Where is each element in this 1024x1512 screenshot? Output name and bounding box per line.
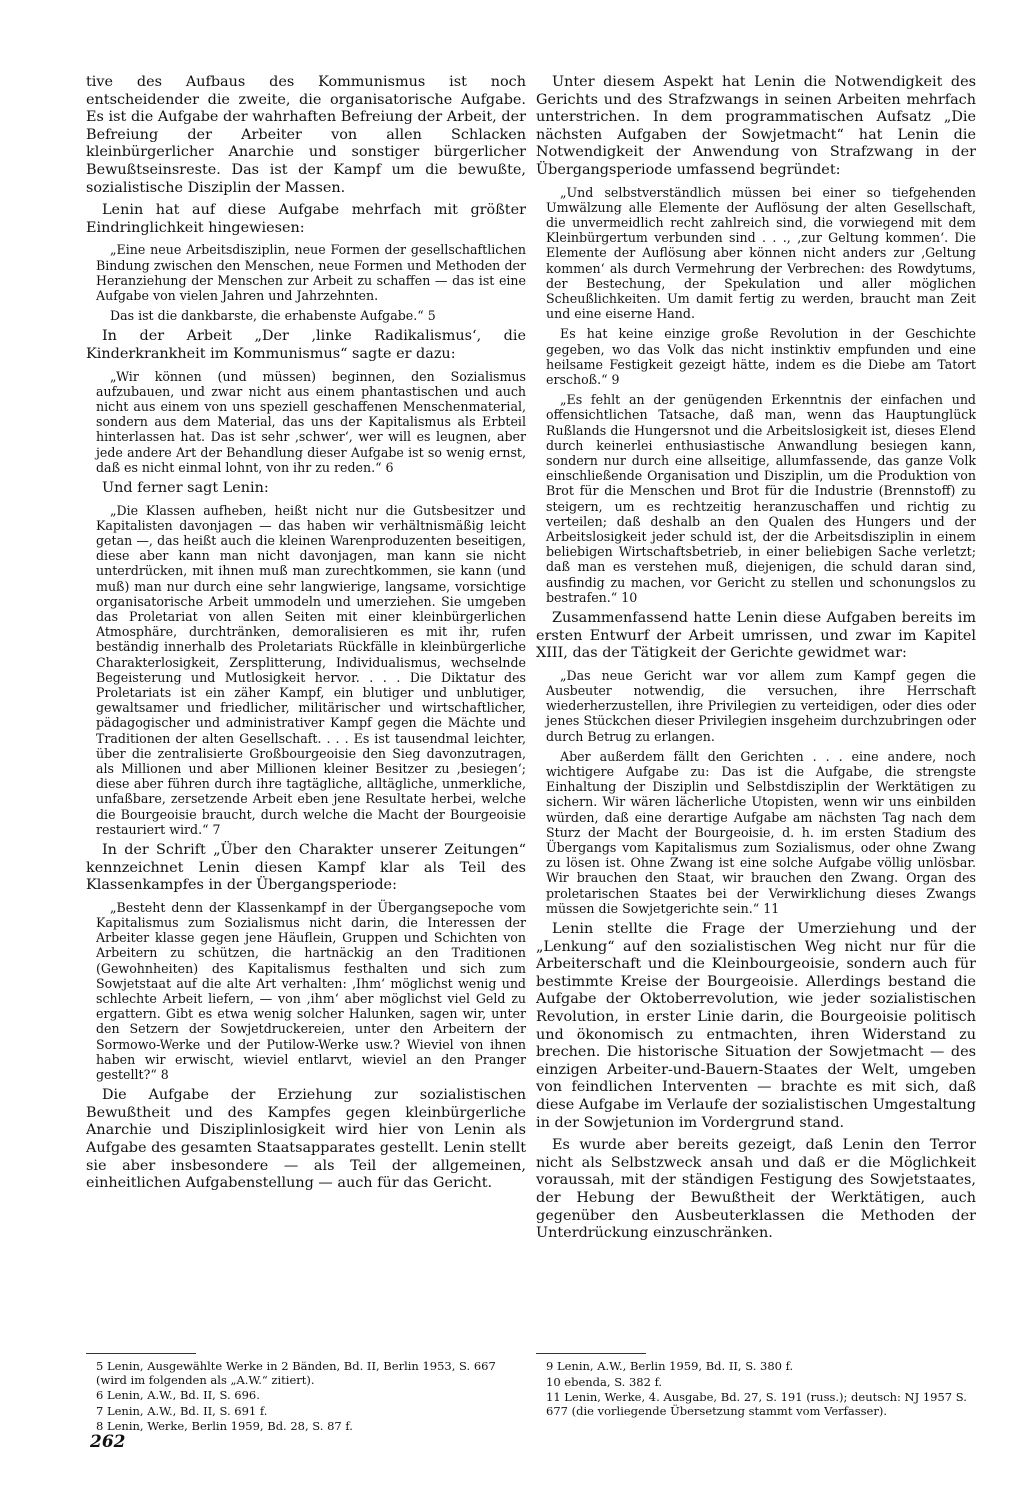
block-quote: „Und selbstverständlich müssen bei einer so tiefgehenden Umwälzung alle Elemente der Auflösung der alten Gesellschaft, die unvermeidlich recht zahlreich sind, die vorwiegend mit dem Kleinbürgertum verbunden sind . . ., ‚zur Geltung kommen‘. Die Elemente der Auflösung aber können nicht anders zur ‚Geltung kommen‘ als durch Vermehrung der Verbrechen: des Rowdytums, der Bestechung, der Spekulation und aller möglichen Scheußlichkeiten. Um damit fertig zu werden, braucht man Zeit und eine eiserne Hand. xyxy=(546,184,976,322)
paragraph: Zusammenfassend hatte Lenin diese Aufgaben bereits im ersten Entwurf der Arbeit umrissen, und zwar im Kapitel XIII, das der Tätigkeit der Gerichte gewidmet war: xyxy=(536,610,976,662)
right-column xyxy=(536,74,976,1248)
paragraph: In der Schrift „Über den Charakter unserer Zeitungen“ kennzeichnet Lenin diesen Kampf klar als Teil des Klassenkampfes in der Übergangsperiode: xyxy=(86,842,526,894)
paragraph: Es wurde aber bereits gezeigt, daß Lenin den Terror nicht als Selbstzweck ansah und daß er die Möglichkeit voraussah, mit der ständigen Festigung des Sowjetstaates, der Hebung der Bewußtheit der Werktätigen, auch gegenüber den Ausbeuterklassen die Methoden der Unterdrückung einzuschränken. xyxy=(536,1137,976,1242)
block-quote: „Besteht denn der Klassenkampf in der Übergangsepoche vom Kapitalismus zum Sozialismus nicht darin, die Interessen der Arbeiter klasse gegen jene Häuflein, Gruppen und Schichten von Arbeitern zu schützen, die hartnäckig an den Traditionen (Gewohnheiten) des Kapitalismus festhalten und sich zum Sowjetstaat auf die alte Art verhalten: ‚Ihm‘ möglichst wenig und schlechte Arbeit liefern, — von ‚ihm‘ aber möglichst viel Geld zu ergattern. Gibt es etwa wenig solcher Halunken, sagen wir, unter den Setzern der Sowjetdruckereien, unter den Arbeitern der Sormowo-Werke und der Putilow-Werke usw.? Wieviel von ihnen haben wir erwischt, wieviel entlarvt, wieviel an den Pranger gestellt?“ 8 xyxy=(96,899,526,1083)
block-quote: „Das neue Gericht war vor allem zum Kampf gegen die Ausbeuter notwendig, die versuchen, ihre Herrschaft wiederherzustellen, ihre Privilegien zu verteidigen, oder dies oder jenes Stückchen dieser Privilegien insgeheim durchzubringen oder durch Betrug zu erlangen. xyxy=(546,667,976,744)
left-column xyxy=(86,74,526,1198)
footnotes-right xyxy=(536,1353,976,1420)
footnotes-left xyxy=(86,1353,526,1436)
paragraph: Lenin stellte die Frage der Umerziehung und der „Lenkung“ auf den sozialistischen Weg nicht nur für die Arbeiterschaft und die Kleinbourgeoisie, sondern auch für bestimmte Kreise der Bourgeoisie. Allerdings bestand die Aufgabe der Oktoberrevolution, wie jeder sozialistischen Revolution, in erster Linie darin, die Bourgeoisie politisch und ökonomisch zu entmachten, ihren Widerstand zu brechen. Die historische Situation der Sowjetmacht — des einzigen Arbeiter-und-Bauern-Staates der Welt, umgeben von feindlichen Interventen — brachte es mit sich, daß diese Aufgabe im Verlaufe der sozialistischen Umgestaltung in der Sowjetunion im Vordergrund stand. xyxy=(536,921,976,1131)
block-quote: Es hat keine einzige große Revolution in der Geschichte gegeben, wo das Volk das nicht instinktiv empfunden und eine heilsame Festigkeit gezeigt hätte, indem es die Diebe am Tatort erschoß.“ 9 xyxy=(546,326,976,387)
block-quote: „Eine neue Arbeitsdisziplin, neue Formen der gesellschaftlichen Bindung zwischen den Menschen, neue Formen und Methoden der Heranziehung der Menschen zur Arbeit zu schaffen — das ist eine Aufgabe von vielen Jahren und Jahrzehnten. xyxy=(96,242,526,303)
footnote: 7 Lenin, A.W., Bd. II, S. 691 f. xyxy=(96,1403,268,1418)
paragraph: Unter diesem Aspekt hat Lenin die Notwendigkeit des Gerichts und des Strafzwangs in seinen Arbeiten mehrfach unterstrichen. In dem programmatischen Aufsatz „Die nächsten Aufgaben der Sowjetmacht“ hat Lenin die Notwendigkeit der Anwendung von Strafzwang in der Übergangsperiode umfassend begründet: xyxy=(536,74,976,178)
block-quote: Das ist die dankbarste, die erhabenste Aufgabe.“ 5 xyxy=(110,308,436,324)
footnote: 6 Lenin, A.W., Bd. II, S. 696. xyxy=(96,1388,260,1403)
paragraph: Lenin hat auf diese Aufgabe mehrfach mit größter Eindringlichkeit hingewiesen: xyxy=(86,202,526,236)
paragraph: Und ferner sagt Lenin: xyxy=(102,479,269,496)
footnote: 8 Lenin, Werke, Berlin 1959, Bd. 28, S. 87 f. xyxy=(96,1419,353,1434)
footnote: 9 Lenin, A.W., Berlin 1959, Bd. II, S. 380 f. xyxy=(546,1359,794,1373)
paragraph: Die Aufgabe der Erziehung zur sozialistischen Bewußtheit und des Kampfes gegen kleinbürgerliche Anarchie und Disziplinlosigkeit wird hier von Lenin als Aufgabe des gesamten Staatsapparates gestellt. Lenin stellt sie aber insbesondere — als Teil der allgemeinen, einheitlichen Aufgabenstellung — auch für das Gericht. xyxy=(86,1087,526,1192)
footnote: 5 Lenin, Ausgewählte Werke in 2 Bänden, Bd. II, Berlin 1953, S. 667 (wird im folgenden als „A.W.“ zitiert). xyxy=(96,1359,496,1387)
footnote-rule xyxy=(86,1353,196,1354)
paragraph: In der Arbeit „Der ‚linke Radikalismus‘, die Kinderkrankheit im Kommunismus“ sagte er dazu: xyxy=(86,328,526,362)
footnote-rule xyxy=(536,1353,646,1354)
footnote: 11 Lenin, Werke, 4. Ausgabe, Bd. 27, S. 191 (russ.); deutsch: NJ 1957 S. 677 (die vorliegende Übersetzung stammt vom Verfasser). xyxy=(546,1390,967,1418)
paragraph: tive des Aufbaus des Kommunismus ist noch entscheidender die zweite, die organisatorische Aufgabe. Es ist die Aufgabe der wahrhaften Befreiung der Arbeit, der Befreiung der Arbeiter von allen Schlacken kleinbürgerlicher Anarchie und sonstiger bürgerlicher Bewußtseinsreste. Das ist der Kampf um die bewußte, sozialistische Disziplin der Massen. xyxy=(86,74,526,196)
block-quote: „Die Klassen aufheben, heißt nicht nur die Gutsbesitzer und Kapitalisten davonjagen — das haben wir verhältnismäßig leicht getan —, das heißt auch die kleinen Warenproduzenten beseitigen, diese aber kann man nicht davonjagen, man kann sie nicht unterdrücken, mit ihnen muß man zurechtkommen, sie kann (und muß) man nur durch eine sehr langwierige, langsame, vorsichtige organisatorische Arbeit ummodeln und umerziehen. Sie umgeben das Proletariat von allen Seiten mit einer kleinbürgerlichen Atmosphäre, durchtränken, demoralisieren es mit ihr, rufen beständig innerhalb des Proletariats Rückfälle in kleinbürgerliche Charakterlosigkeit, Zersplitterung, Individualismus, wechselnde Begeisterung und Mutlosigkeit hervor. . . . Die Diktatur des Proletariats ist ein zäher Kampf, ein blutiger und unblutiger, gewaltsamer und friedlicher, militärischer und wirtschaftlicher, pädagogischer und administrativer Kampf gegen die Mächte und Traditionen der alten Gesellschaft. . . . Es ist tausendmal leichter, über die zentralisierte Großbourgeoisie den Sieg davonzutragen, als Millionen und aber Millionen kleiner Besitzer zu ‚besiegen‘; diese aber führen durch ihre tagtägliche, alltägliche, unmerkliche, unfaßbare, zersetzende Arbeit eben jene Resultate herbei, welche die Bourgeoisie braucht, durch welche die Macht der Bourgeoisie restauriert wird.“ 7 xyxy=(96,502,526,837)
block-quote: „Wir können (und müssen) beginnen, den Sozialismus aufzubauen, und zwar nicht aus einem phantastischen und auch nicht aus einem von uns speziell geschaffenen Menschenmaterial, sondern aus dem Material, das uns der Kapitalismus als Erbteil hinterlassen hat. Das ist sehr ‚schwer‘, wer will es leugnen, aber jede andere Art der Behandlung dieser Aufgabe ist so wenig ernst, daß es nicht einmal lohnt, von ihr zu reden.“ 6 xyxy=(96,368,526,475)
block-quote: „Es fehlt an der genügenden Erkenntnis der einfachen und offensichtlichen Tatsache, daß man, wenn das Hauptunglück Rußlands die Hungersnot und die Arbeitslosigkeit ist, dieses Elend durch keinerlei enthusiastische Anwandlung besiegen kann, sondern nur durch eine allseitige, allumfassende, das ganze Volk einschließende Organisation und Disziplin, um die Produktion von Brot für die Menschen und Brot für die Industrie (Brennstoff) zu steigern, um es rechtzeitig heranzuschaffen und richtig zu verteilen; daß deshalb an den Qualen des Hungers und der Arbeitslosigkeit jeder schuld ist, der die Arbeitsdisziplin in einem beliebigen Wirtschaftsbetrieb, in einer beliebigen Sache verletzt; daß man es verstehen muß, diejenigen, die schuld daran sind, ausfindig zu machen, vor Gericht zu stellen und schonungslos zu bestrafen.“ 10 xyxy=(546,392,976,605)
footnote: 10 ebenda, S. 382 f. xyxy=(546,1374,663,1389)
page-number: 262 xyxy=(90,1432,126,1452)
block-quote: Aber außerdem fällt den Gerichten . . . eine andere, noch wichtigere Aufgabe zu: Das ist die Aufgabe, die strengste Einhaltung der Disziplin und Selbstdisziplin der Werktätigen zu sichern. Wir wären lächerliche Utopisten, wenn wir uns einbilden würden, daß eine derartige Aufgabe am nächsten Tag nach dem Sturz der Macht der Bourgeoisie, d. h. im ersten Stadium des Übergangs vom Kapitalismus zum Sozialismus, oder ohne Zwang zu lösen ist. Ohne Zwang ist eine solche Aufgabe völlig unlösbar. Wir brauchen den Staat, wir brauchen den Zwang. Organ des proletarischen Staates bei der Verwirklichung dieses Zwangs müssen die Sowjetgerichte sein.“ 11 xyxy=(546,748,976,916)
